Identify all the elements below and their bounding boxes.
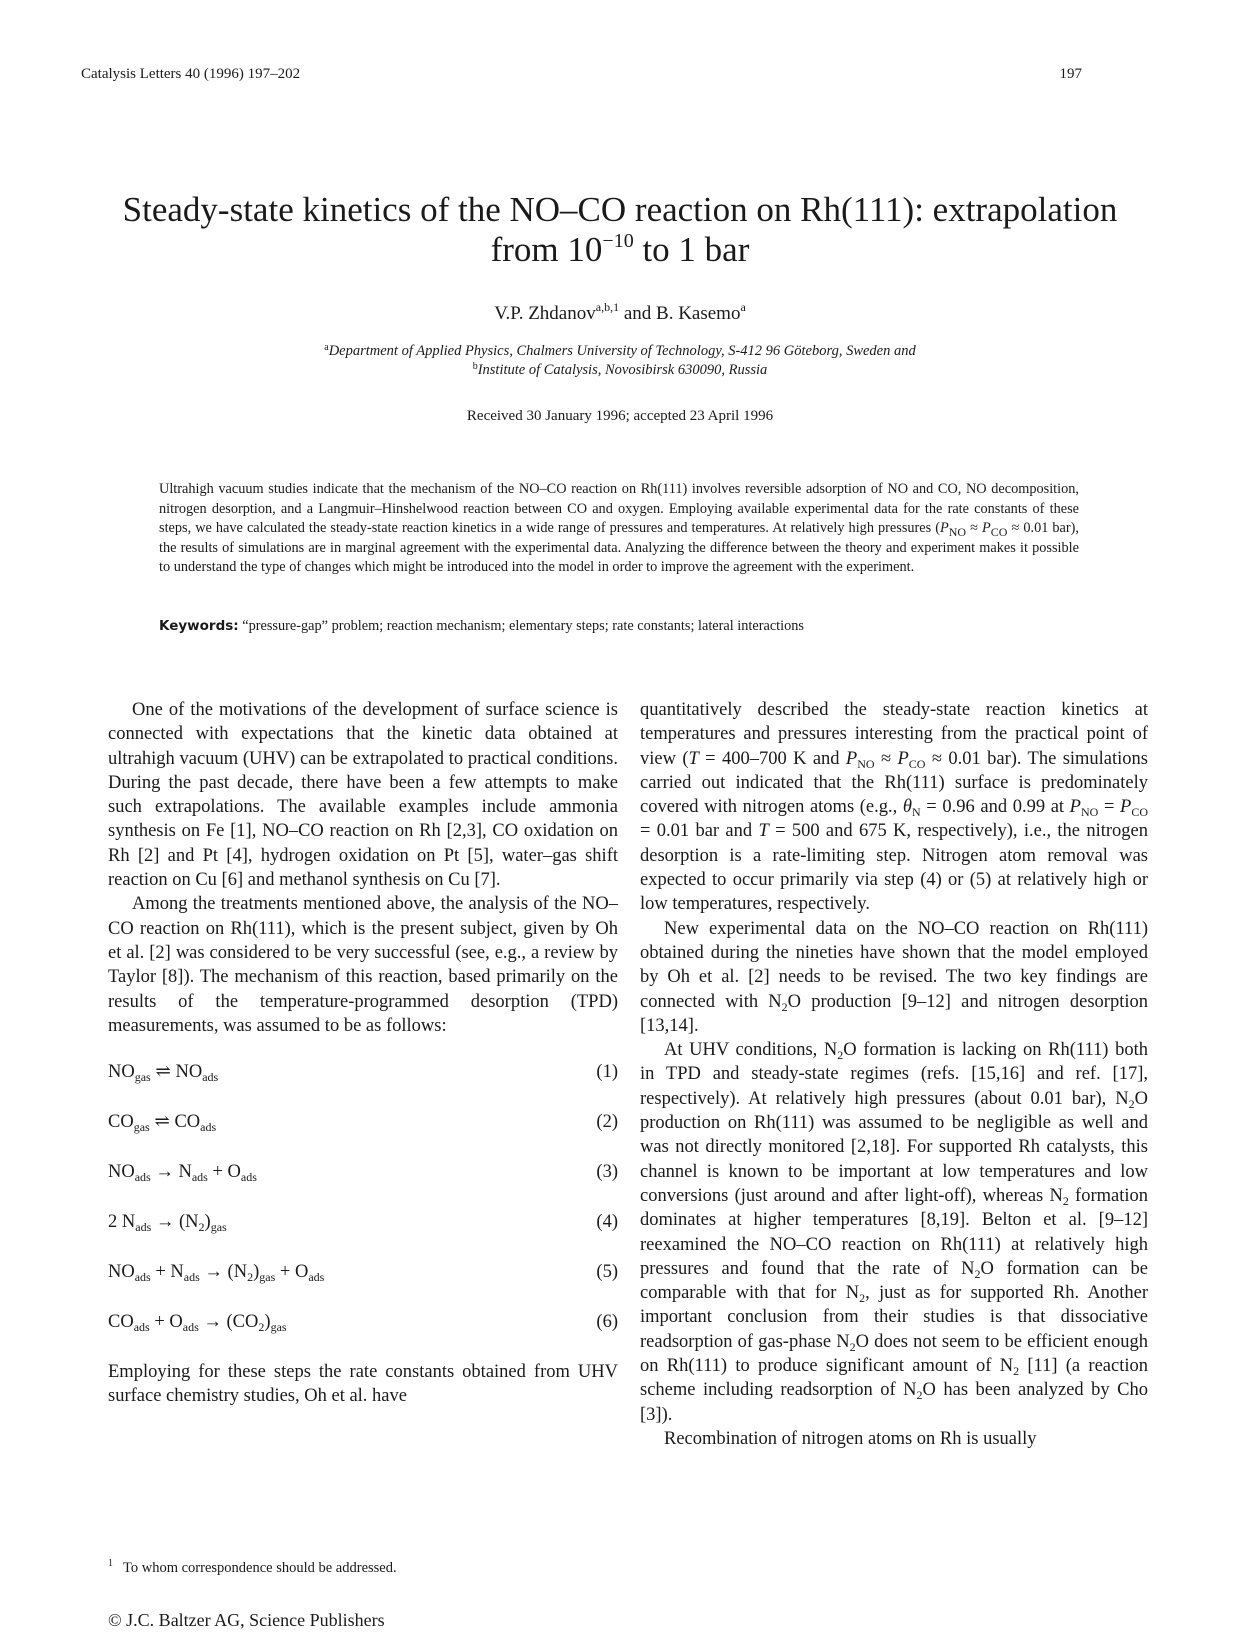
- affiliations: [80, 342, 1160, 380]
- equation-3: $NO_{ads} \to N_{ads} + O_{ads}$ (3): [108, 1162, 618, 1185]
- publisher-line: © J.C. Baltzer AG, Science Publishers: [108, 1610, 385, 1630]
- equation-1: $NO_{gas}$ ⇌ $NO_{ads}$ (1): [108, 1062, 618, 1085]
- right-column: [640, 698, 1148, 1451]
- left-column: [108, 698, 618, 1409]
- footnote: $^1$ To whom correspondence should be addressed.: [108, 1558, 397, 1576]
- equation-2: $CO_{gas}$ ⇌ $CO_{ads}$ (2): [108, 1112, 618, 1135]
- author-name: B. Kasemo: [656, 303, 741, 324]
- equation-6: $CO_{ads} + O_{ads} \to (CO_2)_{gas}$ (6): [108, 1312, 618, 1335]
- equation-number: (2): [596, 1112, 618, 1133]
- equation-4: 2 $N_{ads} \to (N_2)_{gas}$ (4): [108, 1212, 618, 1235]
- paragraph: Employing for these steps the rate constants obtained from UHV surface chemistry studies, Oh et al. have: [108, 1362, 618, 1407]
- equation-list: [108, 1060, 618, 1334]
- paragraph: quantitatively described the steady-state reaction kinetics at temperatures and pressures interesting from the practical point of view (T = 400–700 K and $P_{NO} \approx P_{CO} \approx 0.01$ bar). The simulations carried out indicated that the Rh(111) surface is predominately covered with nitrogen atoms (e.g., $\theta_N = 0.96$ and 0.99 at $P_{NO} = P_{CO} = 0.01$ bar and T = 500 and 675 K, respectively), i.e., the nitrogen desorption is a rate-limiting step. Nitrogen atom removal was expected to occur primarily via step (4) or (5) at relatively high or low temperatures, respectively.: [640, 700, 1148, 915]
- keywords-label: Keywords:: [159, 618, 239, 634]
- page-number: 197: [1059, 66, 1082, 82]
- paragraph: At UHV conditions, $N_2O$ formation is lacking on Rh(111) both in TPD and steady-state regimes (refs. [15,16] and ref. [17], respectively). At relatively high pressures (about 0.01 bar), $N_2O$ production on Rh(111) was assumed to be negligible as well and was not directly monitored [2,18]. For supported Rh catalysts, this channel is known to be important at low temperatures and low conversions (just around and after light-off), whereas $N_2$ formation dominates at higher temperatures [8,19]. Belton et al. [9–12] reexamined the NO–CO reaction on Rh(111) at relatively high pressures and found that the rate of $N_2O$ formation can be comparable with that for $N_2$, just as for supported Rh. Another important conclusion from their studies is that dissociative readsorption of gas-phase $N_2O$ does not seem to be efficient enough on Rh(111) to produce significant amount of $N_2$ [11] (a reaction scheme including readsorption of $N_2O$ has been analyzed by Cho [3]).: [640, 1040, 1148, 1425]
- affiliation-b: $^b$Institute of Catalysis, Novosibirsk 630090, Russia: [472, 361, 768, 378]
- affiliation-a: $^a$Department of Applied Physics, Chalmers University of Technology, S-412 96 Göteborg, Sweden and: [324, 342, 916, 359]
- received-dates: Received 30 January 1996; accepted 23 April 1996: [466, 408, 774, 424]
- journal-citation: Catalysis Letters 40 (1996) 197–202: [81, 66, 301, 82]
- equation-number: (5): [596, 1262, 618, 1283]
- equation-number: (1): [596, 1062, 618, 1083]
- equation-number: (4): [596, 1212, 618, 1233]
- paragraph: Among the treatments mentioned above, the analysis of the NO–CO reaction on Rh(111), which is the present subject, given by Oh et al. [2] was considered to be very successful (see, e.g., a review by Taylor [8]). The mechanism of this reaction, based primarily on the results of the temperature-programmed desorption (TPD) measurements, was assumed to be as follows:: [108, 894, 618, 1036]
- article-title: [80, 190, 1160, 270]
- abstract: Ultrahigh vacuum studies indicate that the mechanism of the NO–CO reaction on Rh(111) involves reversible adsorption of NO and CO, NO decomposition, nitrogen desorption, and a Langmuir–Hinshelwood reaction between CO and oxygen. Employing available experimental data for the rate constants of these steps, we have calculated the steady-state reaction kinetics in a wide range of pressures and temperatures. At relatively high pressures ($P_{NO} \approx P_{CO} \approx 0.01$ bar), the results of simulations are in marginal agreement with the experimental data. Analyzing the difference between the theory and experiment makes it possible to understand the type of changes which might be introduced into the model in order to improve the agreement with the experiment.: [159, 481, 1079, 575]
- paragraph: One of the motivations of the development of surface science is connected with expectations that the kinetic data obtained at ultrahigh vacuum (UHV) can be extrapolated to practical conditions. During the past decade, there have been a few attempts to make such extrapolations. The available examples include ammonia synthesis on Fe [1], NO–CO reaction on Rh [2,3], CO oxidation on Rh [2] and Pt [4], hydrogen oxidation on Pt [5], water–gas shift reaction on Cu [6] and methanol synthesis on Cu [7].: [108, 700, 618, 891]
- title-line-2: from $10^{-10}$ to 1 bar: [490, 230, 750, 269]
- keywords: Keywords: “pressure-gap” problem; reaction mechanism; elementary steps; rate constants; lateral interactions: [159, 618, 804, 634]
- equation-number: (3): [596, 1162, 618, 1183]
- title-line-1: Steady-state kinetics of the NO–CO reaction on Rh(111): extrapolation: [122, 190, 1118, 229]
- equation-number: (6): [596, 1312, 618, 1333]
- paragraph: Recombination of nitrogen atoms on Rh is usually: [664, 1428, 1037, 1449]
- author-list: V.P. Zhdanov$^{a,b,1}$ and B. Kasemo$^a$: [494, 300, 746, 324]
- equation-5: $NO_{ads} + N_{ads} \to (N_2)_{gas} + O_{ads}$ (5): [108, 1262, 618, 1285]
- paragraph: New experimental data on the NO–CO reaction on Rh(111) obtained during the nineties have shown that the model employed by Oh et al. [2] needs to be revised. The two key findings are connected with $N_2O$ production [9–12] and nitrogen desorption [13,14].: [640, 918, 1148, 1036]
- author-name: V.P. Zhdanov: [494, 303, 596, 324]
